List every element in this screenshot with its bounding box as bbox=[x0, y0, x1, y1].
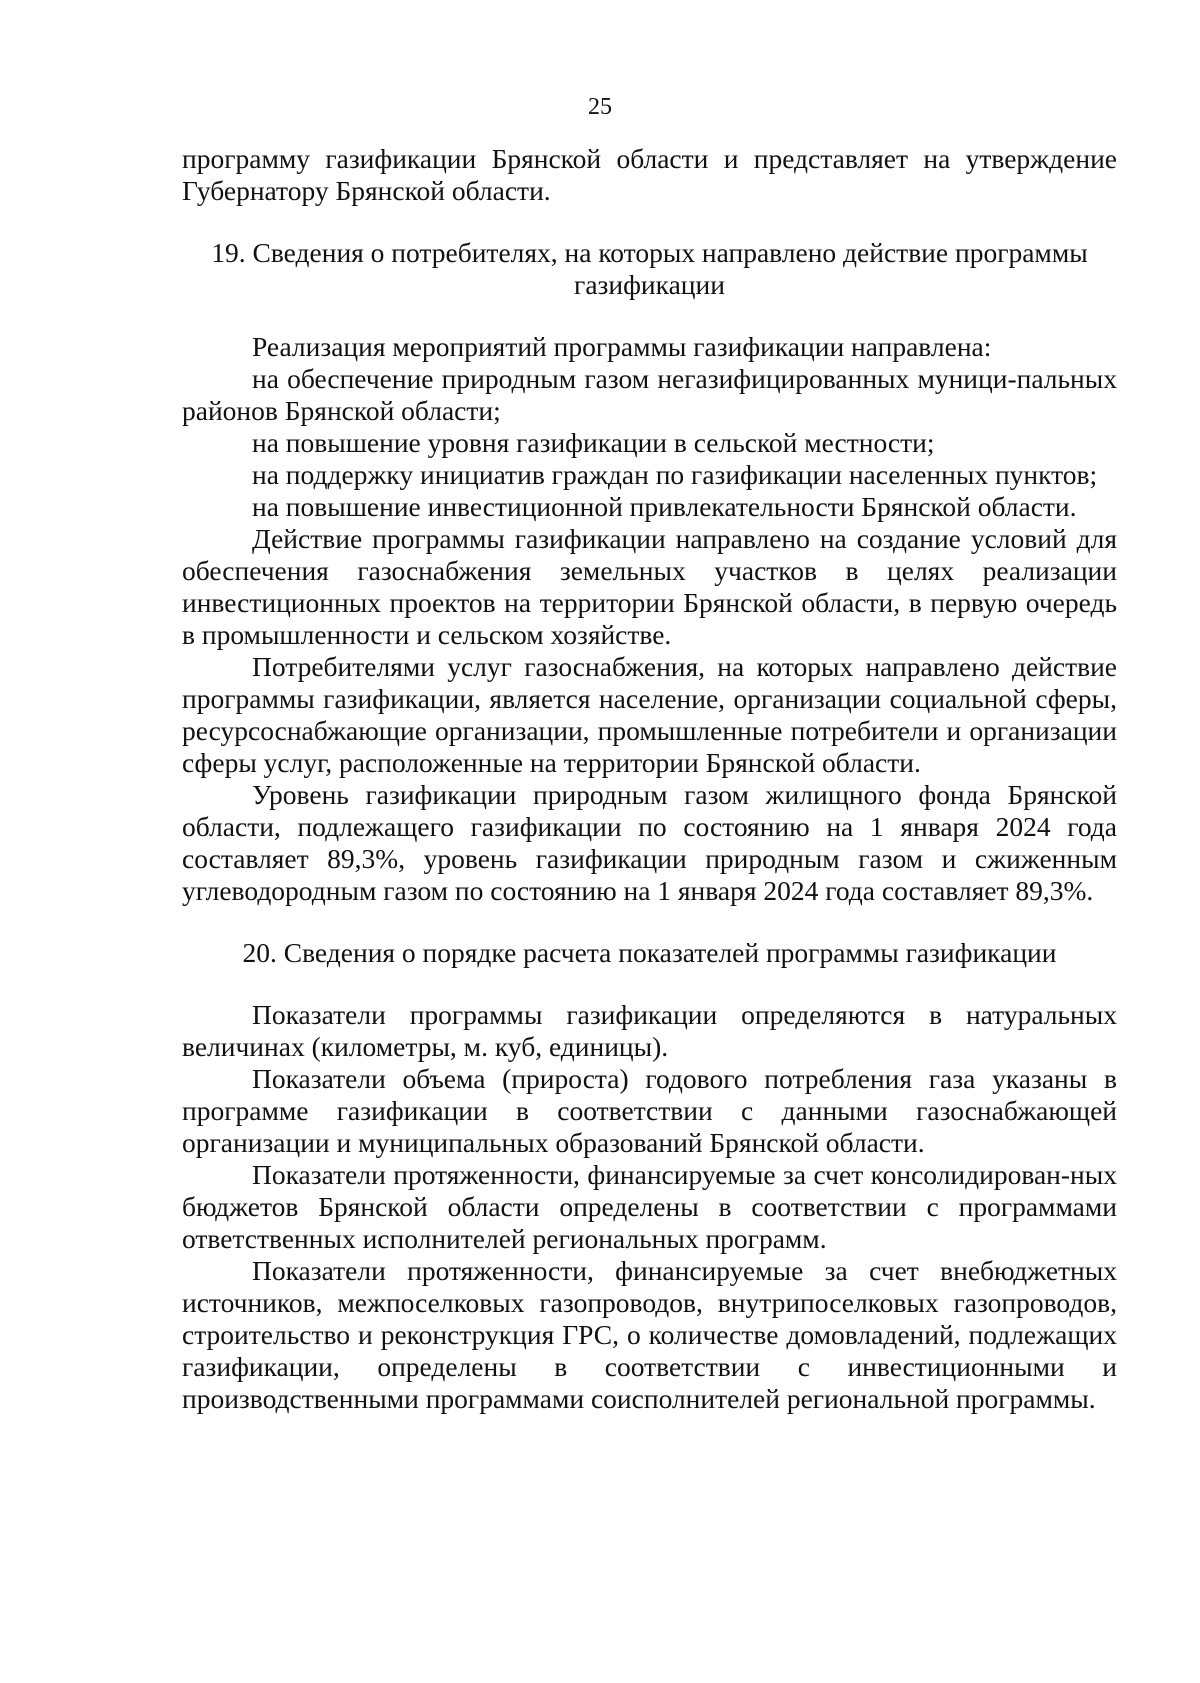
section-19-paragraph: на поддержку инициатив граждан по газификации населенных пунктов; bbox=[252, 459, 1098, 490]
intro-paragraph: программу газификации Брянской области и представляет на утверждение Губернатору Брянской области. bbox=[182, 143, 1117, 206]
section-20-paragraph: Показатели объема (прироста) годового потребления газа указаны в программе газификации в соответствии с данными газоснабжающей организации и муниципальных образований Брянской области. bbox=[182, 1063, 1117, 1158]
section-19-paragraph: Уровень газификации природным газом жилищного фонда Брянской области, подлежащего газификации по состоянию на 1 января 2024 года составляет 89,3%, уровень газификации природным газом и сжиженным углеводородным газом по состоянию на 1 января 2024 года составляет 89,3%. bbox=[182, 779, 1117, 906]
section-19-paragraph: Потребителями услуг газоснабжения, на которых направлено действие программы газификации, является население, организации социальной сферы, ресурсоснабжающие организации, промышленные потребители и организации сферы услуг, расположенные на территории Брянской области. bbox=[182, 651, 1117, 778]
section-20-paragraph: Показатели программы газификации определяются в натуральных величинах (километры, м. куб, единицы). bbox=[182, 999, 1117, 1062]
section-20-paragraph: Показатели протяженности, финансируемые за счет внебюджетных источников, межпоселковых газопроводов, внутрипоселковых газопроводов, строительство и реконструкция ГРС, о количестве домовладений, подлежащих газификации, определены в соответствии с инвестиционными и производственными программами соисполнителей региональной программы. bbox=[182, 1255, 1117, 1414]
page-number: 25 bbox=[588, 94, 612, 120]
section-19-paragraph: на повышение уровня газификации в сельской местности; bbox=[252, 427, 935, 458]
section-19-paragraph: на обеспечение природным газом негазифицированных муници-пальных районов Брянской области; bbox=[182, 363, 1117, 426]
section-19-paragraph: на повышение инвестиционной привлекательности Брянской области. bbox=[252, 491, 1077, 522]
section-20-paragraph: Показатели протяженности, финансируемые за счет консолидирован-ных бюджетов Брянской области определены в соответствии с программами ответственных исполнителей региональных программ. bbox=[182, 1159, 1117, 1254]
section-19-paragraph: Реализация мероприятий программы газификации направлена: bbox=[252, 331, 992, 362]
section-19-paragraph: Действие программы газификации направлено на создание условий для обеспечения газоснабжения земельных участков в целях реализации инвестиционных проектов на территории Брянской области, в первую очередь в промышленности и сельском хозяйстве. bbox=[182, 523, 1117, 650]
section-19-heading: 19. Сведения о потребителях, на которых направлено действие программы газификации bbox=[211, 237, 1088, 300]
document-body bbox=[182, 143, 1117, 1415]
section-20-heading: 20. Сведения о порядке расчета показателей программы газификации bbox=[242, 937, 1057, 968]
